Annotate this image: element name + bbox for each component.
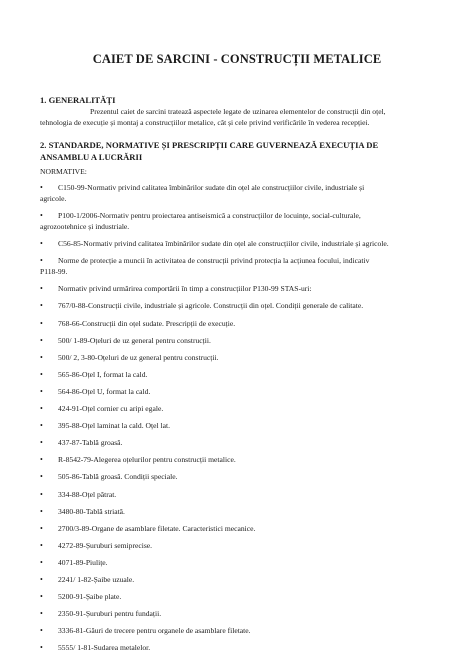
list-item (40, 283, 445, 294)
bullet-icon: • (40, 540, 43, 550)
list-item-text: 2700/3-89-Organe de asamblare filetate. Caracteristici mecanice. (58, 523, 256, 533)
list-item-text: 768-66-Construcții din oțel sudate. Prescripții de execuție. (58, 318, 236, 328)
list-item-text: 2350-91-Șuruburi pentru fundații. (58, 609, 162, 619)
bullet-icon: • (40, 369, 43, 379)
list-item (40, 352, 445, 363)
list-item (40, 255, 445, 277)
list-item-text: 3336-81-Găuri de trecere pentru organele de asamblare filetate. (58, 626, 251, 636)
list-item-text: 505-86-Tablă groasă. Condiții speciale. (58, 472, 178, 482)
paragraph-line: Prezentul caiet de sarcini tratează aspectele legate de uzinarea elementelor de construcții din oțel, (90, 107, 386, 116)
section-1-paragraph (40, 106, 440, 128)
list-item (40, 182, 445, 204)
list-item (40, 574, 445, 585)
list-item (40, 318, 445, 329)
list-item (40, 523, 445, 534)
list-item (40, 300, 445, 311)
bullet-icon: • (40, 626, 43, 636)
list-item (40, 437, 445, 448)
bullet-icon: • (40, 386, 43, 396)
bullet-icon: • (40, 643, 43, 653)
bullet-icon: • (40, 506, 43, 516)
list-item-text: C150-99-Normativ privind calitatea îmbinărilor sudate din oțel ale construcțiilor civile, industriale și (58, 183, 365, 192)
list-item-text: 2241/ 1-82-Șaibe uzuale. (58, 574, 135, 584)
bullet-icon: • (40, 609, 43, 619)
bullet-icon: • (40, 239, 43, 249)
list-item (40, 210, 445, 232)
list-item-text: 4272-89-Șuruburi semiprecise. (58, 540, 153, 550)
list-item (40, 591, 445, 602)
list-item-text: 395-88-Oțel laminat la cald. Oțel lat. (58, 421, 170, 431)
list-item (40, 386, 445, 397)
list-item-text: 424-91-Oțel cornier cu aripi egale. (58, 404, 164, 414)
list-item-text: 767/0-88-Construcții civile, industriale și agricole. Construcții din oțel. Condiții generale de calitate. (58, 301, 364, 311)
list-item-text: Normativ privind urmărirea comportării în timp a construcțiilor P130-99 STAS-uri: (58, 284, 312, 294)
list-item (40, 557, 445, 568)
paragraph-line: tehnologia de execuție și montaj a construcțiilor metalice, cât și cele privind verificările în vederea recepției. (40, 118, 370, 127)
list-item-text: R-8542-79-Alegerea oțelurilor pentru construcții metalice. (58, 455, 236, 465)
list-item (40, 454, 445, 465)
list-item-text: 565-86-Oțel I, format la cald. (58, 369, 148, 379)
list-item-text-continued: agrozootehnice și industriale. (40, 222, 130, 232)
list-item (40, 625, 445, 636)
bullet-icon: • (40, 523, 43, 533)
list-item-text: 5555/ 1-81-Sudarea metalelor. (58, 643, 151, 653)
list-item (40, 642, 445, 653)
section-2-heading (40, 140, 440, 163)
bullet-icon: • (40, 438, 43, 448)
list-item-text: C56-85-Normativ privind calitatea îmbinărilor sudate din oțel ale construcțiilor civile, industriale și agricole. (58, 239, 389, 249)
list-item-text: 3480-80-Tablă striată. (58, 506, 125, 516)
list-item-text: 500/ 2, 3-80-Oțeluri de uz general pentru construcții. (58, 352, 219, 362)
normative-list (40, 182, 445, 659)
bullet-icon: • (40, 183, 43, 192)
section-2-heading-line: ANSAMBLU A LUCRĂRII (40, 151, 143, 162)
list-item-text: 500/ 1-89-Oțeluri de uz general pentru construcții. (58, 335, 211, 345)
list-item (40, 369, 445, 380)
bullet-icon: • (40, 352, 43, 362)
list-item-text: 564-86-Oțel U, format la cald. (58, 386, 151, 396)
list-item (40, 420, 445, 431)
list-item (40, 489, 445, 500)
list-item-text: 5200-91-Șaibe plate. (58, 592, 122, 602)
bullet-icon: • (40, 301, 43, 311)
list-item (40, 471, 445, 482)
list-item (40, 238, 445, 249)
bullet-icon: • (40, 592, 43, 602)
bullet-icon: • (40, 318, 43, 328)
list-item (40, 540, 445, 551)
bullet-icon: • (40, 455, 43, 465)
list-item-text: 437-87-Tablă groasă. (58, 438, 123, 448)
list-item-text: P100-1/2006-Normativ pentru proiectarea antiseismică a construcțiilor de locuințe, social-culturale, (58, 211, 361, 221)
bullet-icon: • (40, 256, 43, 266)
bullet-icon: • (40, 557, 43, 567)
list-item (40, 335, 445, 346)
bullet-icon: • (40, 404, 43, 414)
bullet-icon: • (40, 489, 43, 499)
bullet-icon: • (40, 284, 43, 294)
list-item-text: 4071-89-Piulițe. (58, 557, 108, 567)
section-2-heading-line: 2. STANDARDE, NORMATIVE ȘI PRESCRIPȚII CARE GUVERNEAZĂ EXECUȚIA DE (40, 140, 379, 150)
normative-label: NORMATIVE: (40, 167, 87, 176)
list-item (40, 506, 445, 517)
bullet-icon: • (40, 574, 43, 584)
bullet-icon: • (40, 211, 43, 221)
list-item (40, 608, 445, 619)
bullet-icon: • (40, 335, 43, 345)
list-item-text: Norme de protecție a muncii în activitatea de construcții privind protecția la acțiunea focului, indicativ (58, 256, 370, 266)
bullet-icon: • (40, 421, 43, 431)
list-item (40, 403, 445, 414)
list-item-text-continued: agricole. (40, 194, 67, 203)
document-title: CAIET DE SARCINI - CONSTRUCȚII METALICE (92, 52, 382, 66)
section-1-heading: 1. GENERALITĂȚI (40, 95, 116, 105)
list-item-text: 334-88-Oțel pătrat. (58, 489, 117, 499)
bullet-icon: • (40, 472, 43, 482)
list-item-text-continued: P118-99. (40, 267, 68, 277)
